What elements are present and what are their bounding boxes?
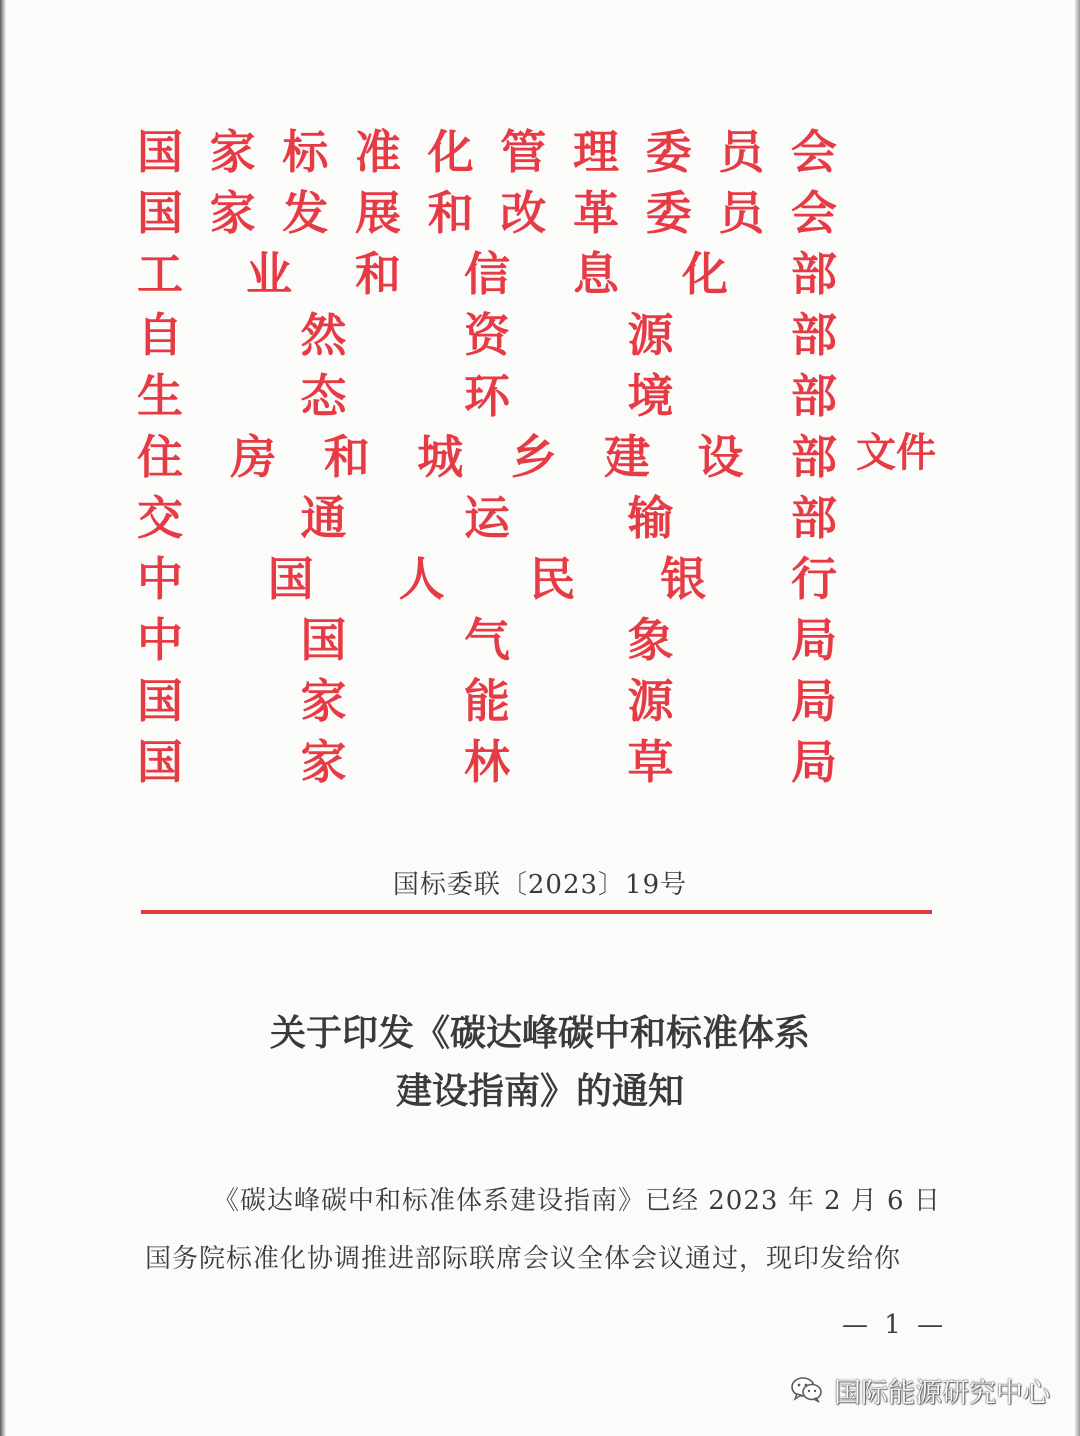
issuing-agencies-header [137,122,837,793]
agency-character: 局 [791,613,837,667]
agency-character: 人 [398,552,445,606]
agency-character: 林 [464,735,510,789]
document-title [0,1004,1080,1120]
agency-character: 革 [572,186,619,240]
agency-row [137,671,837,732]
wechat-icon [790,1375,824,1405]
agency-character: 能 [464,674,510,728]
agency-character: 理 [572,125,619,179]
agency-character: 然 [300,308,347,362]
agency-character: 家 [300,674,347,728]
watermark-text: 国际能源研究中心 [834,1377,1050,1409]
agency-row [137,427,837,488]
agency-character: 生 [137,369,183,423]
agency-character: 展 [354,186,401,240]
agency-character: 资 [464,308,510,362]
agency-character: 部 [791,491,837,545]
agency-character: 源 [627,308,674,362]
agency-character: 息 [573,247,619,301]
watermark [790,1370,1050,1410]
agency-character: 境 [627,369,674,423]
agency-character: 局 [791,674,837,728]
agency-character: 管 [500,125,547,179]
agency-character: 国 [137,125,183,179]
agency-character: 运 [464,491,510,545]
agency-character: 和 [323,430,370,484]
agency-row [137,366,837,427]
agency-character: 民 [529,552,576,606]
title-line-2: 建设指南》的通知 [395,1070,684,1112]
agency-character: 住 [137,430,183,484]
agency-character: 委 [645,125,692,179]
agency-character: 中 [137,552,183,606]
agency-character: 源 [627,674,674,728]
agency-character: 标 [282,125,329,179]
agency-character: 乡 [510,430,557,484]
agency-character: 国 [137,674,183,728]
agency-character: 员 [718,125,765,179]
agency-character: 气 [464,613,510,667]
agency-row [137,122,837,183]
agency-character: 发 [282,186,329,240]
agency-character: 工 [137,247,183,301]
body-line-1: 《碳达峰碳中和标准体系建设指南》已经 2023 年 2 月 6 日 [213,1186,941,1216]
document-suffix: 文件 [856,429,936,476]
agency-character: 输 [627,491,674,545]
agency-character: 态 [300,369,347,423]
agency-character: 家 [300,735,347,789]
agency-character: 准 [354,125,401,179]
agency-character: 和 [355,247,401,301]
agency-row [137,610,837,671]
agency-character: 自 [137,308,183,362]
page-edge-left [0,0,6,1436]
agency-character: 局 [791,735,837,789]
agency-character: 城 [417,430,464,484]
agency-row [137,305,837,366]
agency-character: 草 [627,735,674,789]
agency-character: 化 [682,247,728,301]
agency-character: 部 [791,369,837,423]
agency-character: 交 [137,491,183,545]
agency-character: 中 [137,613,183,667]
agency-character: 国 [300,613,347,667]
page-edge-right [1075,0,1080,1436]
title-line-1: 关于印发《碳达峰碳中和标准体系 [269,1012,810,1054]
agency-character: 员 [718,186,765,240]
agency-character: 部 [790,430,837,484]
body-line-2: 国务院标准化协调推进部际联席会议全体会议通过，现印发给你 [145,1244,902,1274]
agency-row [137,244,837,305]
document-body [145,1172,960,1288]
red-divider-line [141,910,932,914]
agency-character: 建 [604,430,651,484]
agency-character: 行 [790,552,837,606]
agency-character: 环 [464,369,510,423]
agency-character: 部 [791,247,837,301]
agency-character: 化 [427,125,474,179]
agency-character: 会 [790,125,837,179]
agency-character: 国 [267,552,314,606]
agency-character: 家 [209,186,256,240]
document-number: 国标委联〔2023〕19号 [392,870,688,900]
agency-row [137,732,837,793]
agency-character: 委 [645,186,692,240]
agency-row [137,549,837,610]
agency-character: 信 [464,247,510,301]
agency-character: 业 [246,247,292,301]
agency-character: 设 [697,430,744,484]
agency-character: 和 [427,186,474,240]
agency-character: 会 [790,186,837,240]
agency-character: 部 [791,308,837,362]
agency-row [137,183,837,244]
agency-character: 国 [137,735,183,789]
page-number: — 1 — [842,1310,948,1340]
agency-character: 家 [209,125,256,179]
agency-row [137,488,837,549]
agency-character: 象 [627,613,674,667]
agency-character: 银 [660,552,707,606]
agency-character: 通 [300,491,347,545]
agency-character: 国 [137,186,183,240]
agency-character: 改 [500,186,547,240]
agency-character: 房 [230,430,277,484]
